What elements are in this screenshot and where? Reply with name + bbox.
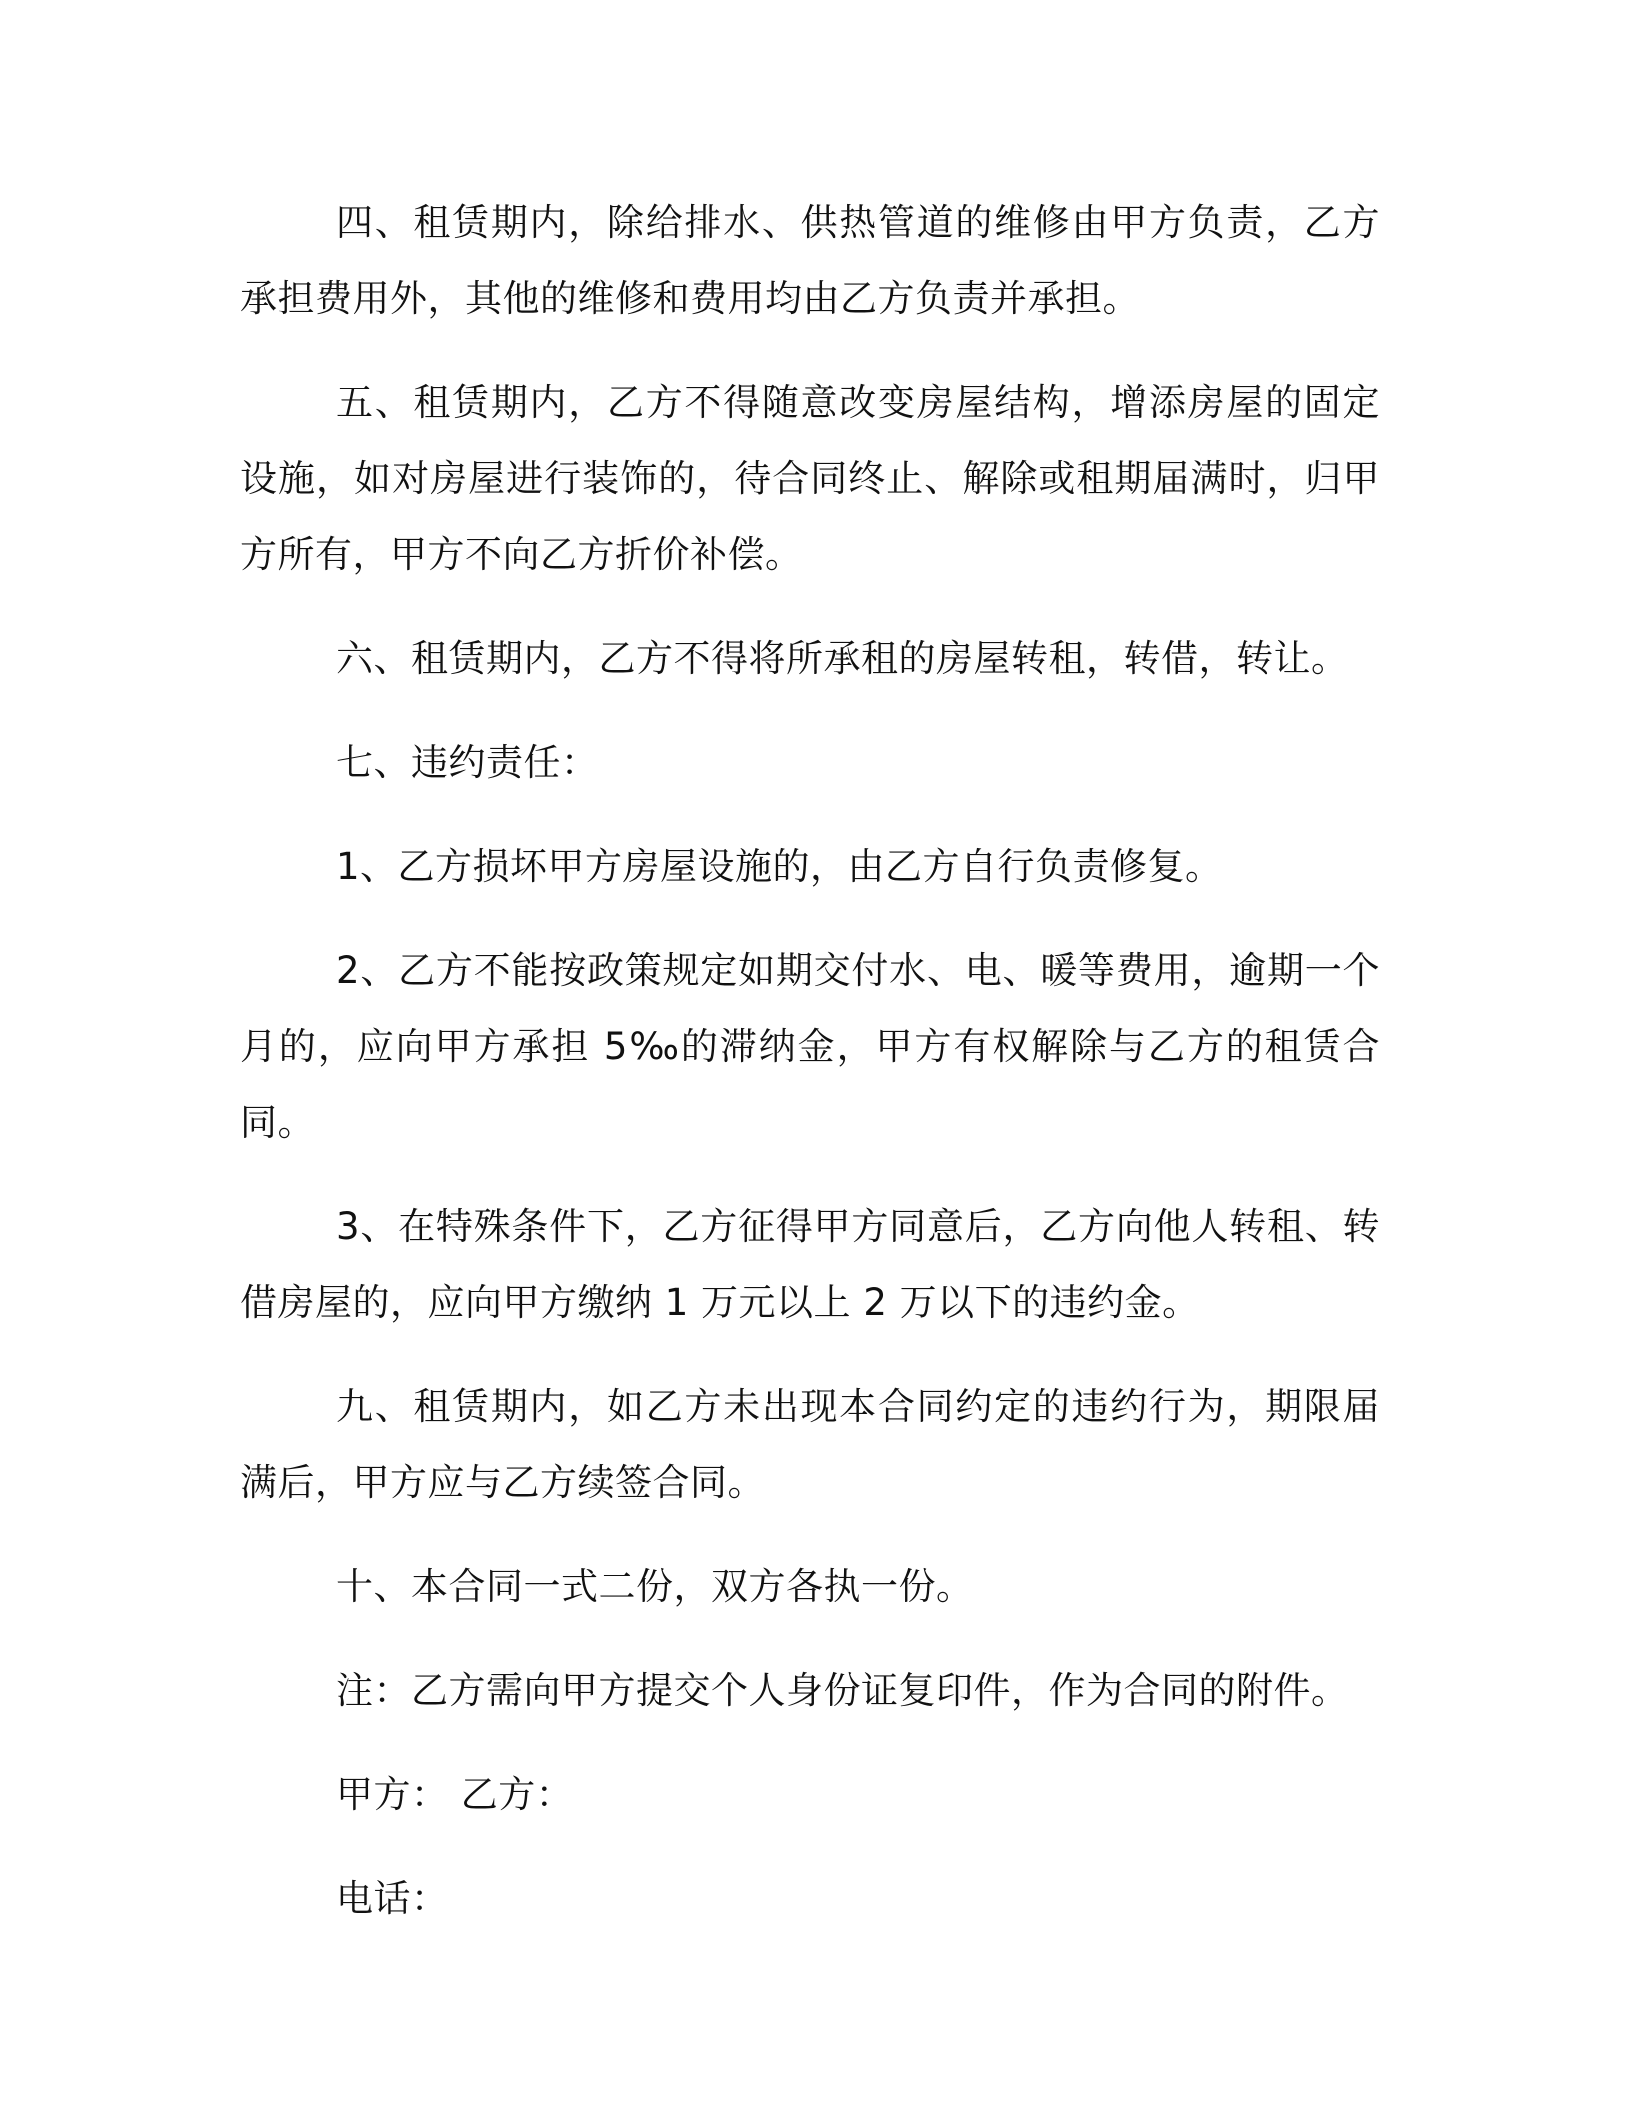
clause-10-copies: 十、本合同一式二份，双方各执一份。 [336, 1565, 974, 1608]
breach-item-2: 2、乙方不能按政策规定如期交付水、电、暖等费用，逾期一个月的，应向甲方承担 5‰的滞纳金，甲方有权解除与乙方的租赁合同。 [240, 949, 1380, 1144]
signature-parties: 甲方： 乙方： [336, 1773, 574, 1816]
breach-item-1: 1、乙方损坏甲方房屋设施的，由乙方自行负责修复。 [336, 845, 1223, 888]
clause-5-structure: 五、租赁期内，乙方不得随意改变房屋结构，增添房屋的固定设施，如对房屋进行装饰的，待合同终止、解除或租期届满时，归甲方所有，甲方不向乙方折价补偿。 [240, 381, 1380, 576]
clause-4-maintenance: 四、租赁期内，除给排水、供热管道的维修由甲方负责，乙方承担费用外，其他的维修和费用均由乙方负责并承担。 [240, 201, 1380, 320]
document-body [240, 185, 1380, 1965]
clause-9-renewal: 九、租赁期内，如乙方未出现本合同约定的违约行为，期限届满后，甲方应与乙方续签合同。 [240, 1385, 1380, 1504]
clause-7-heading: 七、违约责任： [336, 741, 599, 784]
clause-6-sublet: 六、租赁期内，乙方不得将所承租的房屋转租，转借，转让。 [336, 637, 1349, 680]
breach-item-3: 3、在特殊条件下，乙方征得甲方同意后，乙方向他人转租、转借房屋的，应向甲方缴纳 1 万元以上 2 万以下的违约金。 [240, 1205, 1380, 1324]
note-id-copy: 注：乙方需向甲方提交个人身份证复印件，作为合同的附件。 [336, 1669, 1349, 1712]
phone-line: 电话： [336, 1877, 449, 1920]
